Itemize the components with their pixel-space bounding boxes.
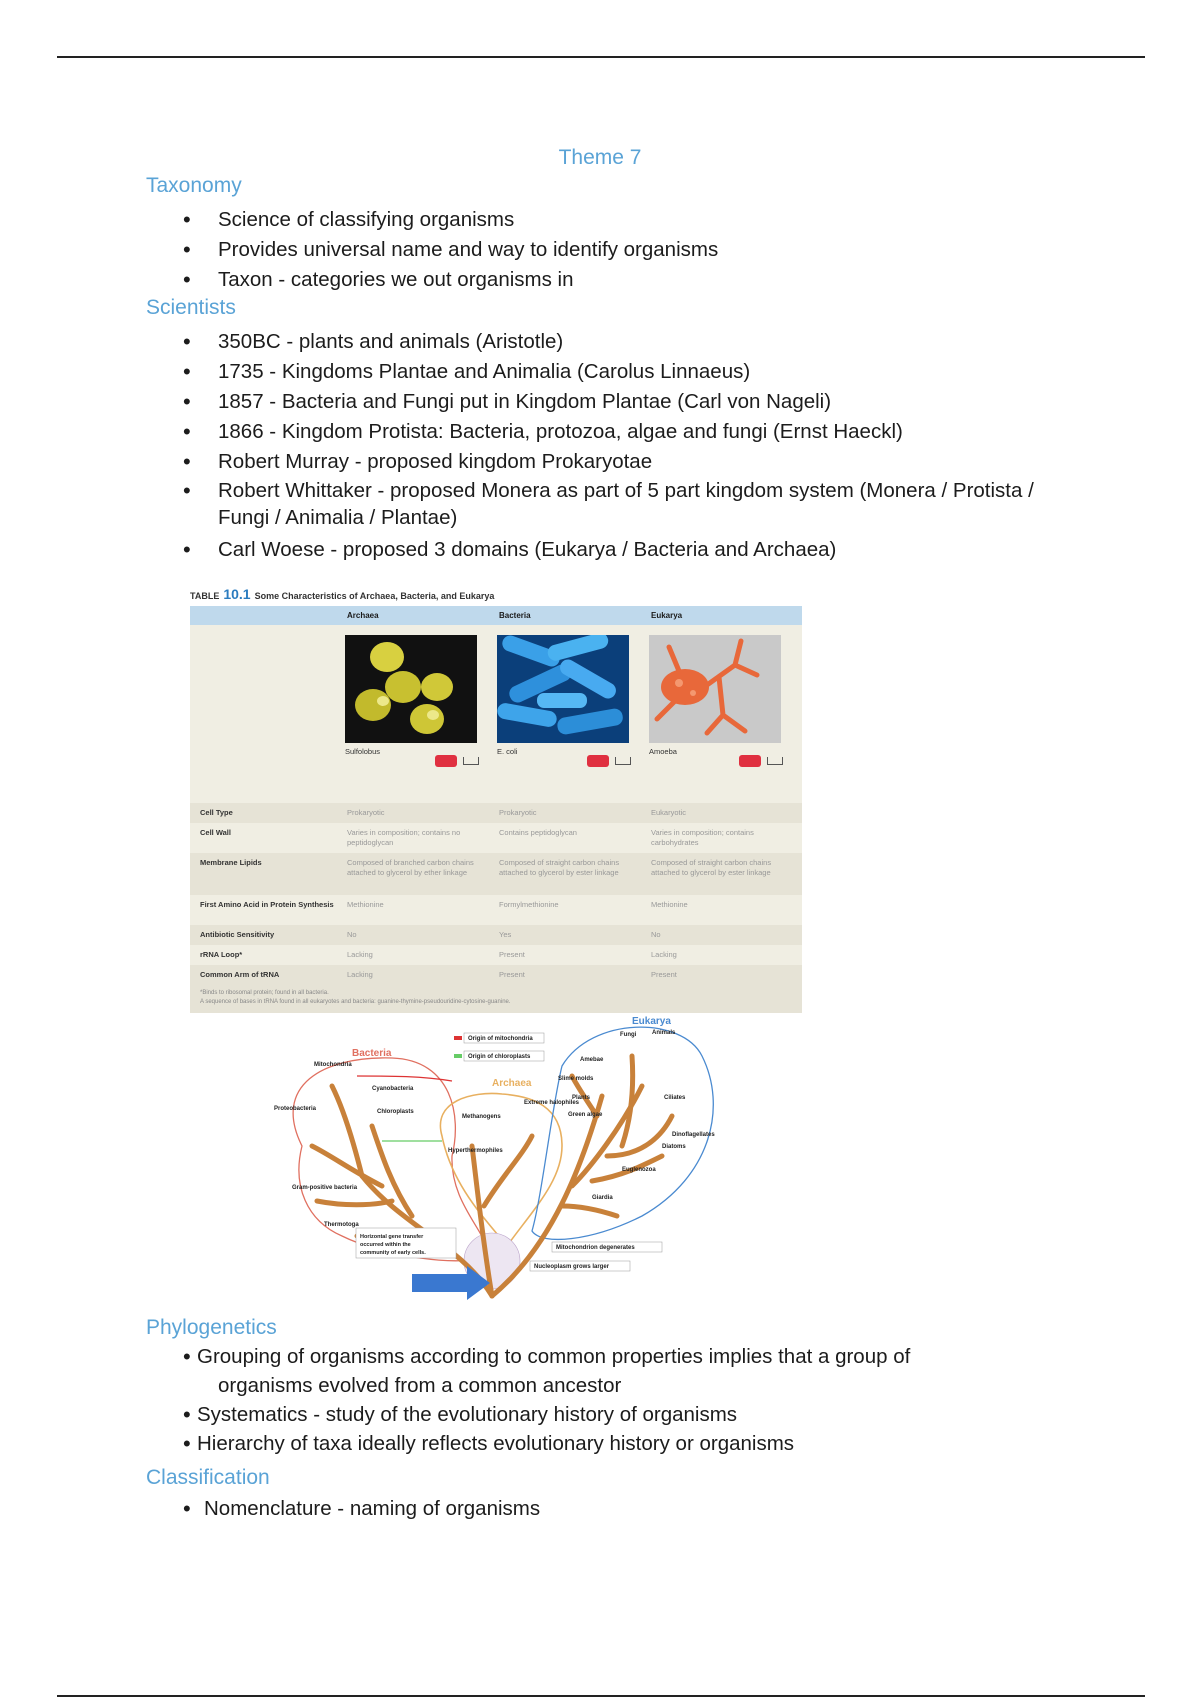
phylogenetics-list: [183, 1342, 1063, 1458]
table-title: Some Characteristics of Archaea, Bacteria, and Eukarya: [254, 591, 495, 601]
list-item: • 350BC - plants and animals (Aristotle): [183, 327, 1063, 357]
legend-label: Origin of mitochondria: [468, 1036, 533, 1042]
table-cell: Varies in composition; contains carbohydrates: [651, 828, 754, 847]
species-label: Amoeba: [649, 747, 677, 756]
scale-bar: [615, 757, 631, 765]
note-nucleoplasm: Nucleoplasm grows larger: [534, 1264, 610, 1270]
tree-label: Proteobacteria: [274, 1106, 317, 1112]
table-row: [190, 895, 802, 925]
tree-label: Ciliates: [664, 1095, 686, 1101]
classification-list: [183, 1494, 540, 1524]
list-item: • 1857 - Bacteria and Fungi put in Kingdom Plantae (Carl von Nageli): [183, 387, 1063, 417]
scientists-heading: Scientists: [146, 296, 236, 319]
list-item: • Taxon - categories we out organisms in: [183, 265, 718, 295]
row-label: Cell Wall: [200, 828, 231, 837]
table-cell: Eukaryotic: [651, 808, 687, 817]
tree-label: Diatoms: [662, 1144, 686, 1150]
table-cell: Composed of straight carbon chains attached to glycerol by ester linkage: [651, 858, 772, 877]
species-label: E. coli: [497, 747, 518, 756]
tree-label: Cyanobacteria: [372, 1086, 414, 1092]
list-item: [183, 1429, 1063, 1458]
table-cell: Composed of straight carbon chains attached to glycerol by ester linkage: [499, 858, 620, 877]
scientists-list: [183, 327, 1063, 565]
table-cell: Lacking: [651, 950, 677, 959]
table-caption: [190, 584, 802, 606]
table-cell: Methionine: [347, 900, 384, 909]
tree-label: Gram-positive bacteria: [292, 1185, 358, 1191]
footnote: *Binds to ribosomal protein; found in all bacteria.: [200, 990, 329, 996]
list-item: • Provides universal name and way to identify organisms: [183, 235, 718, 265]
table-row: [190, 965, 802, 985]
tree-label: Mitochondria: [314, 1062, 352, 1068]
sem-badge: [587, 755, 609, 767]
table-cell: Present: [499, 950, 525, 959]
tree-label: Plants: [572, 1095, 591, 1101]
legend-swatch-chloroplasts: [454, 1054, 462, 1058]
list-item-text: organisms evolved from a common ancestor: [218, 1374, 622, 1397]
bacteria-cell: [497, 635, 649, 803]
sem-badge: [435, 755, 457, 767]
tree-label: Extreme halophiles: [524, 1100, 580, 1106]
phylogenetics-heading: Phylogenetics: [146, 1316, 277, 1339]
species-label: Sulfolobus: [345, 747, 381, 756]
top-rule: [57, 56, 1145, 58]
domain-label: Eukarya: [632, 1016, 671, 1027]
three-domain-tree-figure: [262, 1006, 762, 1314]
column-header: Bacteria: [499, 611, 531, 620]
note-horizontal-gene-transfer: Horizontal gene transfer occurred within the community of early cells.: [360, 1234, 426, 1256]
ecoli-micrograph: [497, 635, 629, 743]
tree-diagram: [262, 1006, 762, 1314]
table-body: [190, 625, 802, 1013]
eukarya-cell: [649, 635, 801, 803]
table-row: [190, 925, 802, 945]
legend-label: Origin of chloroplasts: [468, 1054, 531, 1060]
table-cell: Composed of branched carbon chains attached to glycerol by ether linkage: [347, 858, 474, 877]
taxonomy-list: [183, 205, 718, 295]
table-cell: Lacking: [347, 970, 373, 979]
list-item: [183, 1342, 1063, 1400]
table-row: [190, 823, 802, 853]
row-label: Cell Type: [200, 808, 233, 817]
list-item: • 1866 - Kingdom Protista: Bacteria, protozoa, algae and fungi (Ernst Haeckl): [183, 417, 1063, 447]
row-label: Common Arm of tRNA: [200, 970, 280, 979]
list-item-text: Grouping of organisms according to common properties implies that a group of: [197, 1345, 911, 1368]
tree-label: Animals: [652, 1030, 676, 1036]
tree-label: Slime molds: [558, 1076, 594, 1082]
table-cell: Lacking: [347, 950, 373, 959]
row-label: Membrane Lipids: [200, 858, 262, 867]
tree-label: Thermotoga: [324, 1222, 359, 1228]
taxonomy-heading: Taxonomy: [146, 174, 242, 197]
scale-bar: [767, 757, 783, 765]
table-row: [190, 853, 802, 895]
tree-label: Euglenozoa: [622, 1167, 656, 1173]
table-row: [190, 803, 802, 823]
table-cell: Contains peptidoglycan: [499, 828, 577, 837]
tree-label: Green algae: [568, 1112, 603, 1118]
domain-label: Bacteria: [352, 1048, 392, 1059]
tree-label: Fungi: [620, 1032, 637, 1038]
column-header: Archaea: [347, 611, 379, 620]
table-cell: Varies in composition; contains no peptidoglycan: [347, 828, 461, 847]
list-item: • Robert Murray - proposed kingdom Prokaryotae: [183, 447, 1063, 477]
tree-label: Amebae: [580, 1057, 604, 1063]
row-label: First Amino Acid in Protein Synthesis: [200, 900, 334, 909]
list-item: • Nomenclature - naming of organisms: [183, 1494, 540, 1524]
table-number: 10.1: [223, 586, 251, 602]
classification-heading: Classification: [146, 1466, 270, 1489]
table-cell: No: [347, 930, 357, 939]
tree-label: Giardia: [592, 1195, 613, 1201]
table-cell: Prokaryotic: [347, 808, 385, 817]
footnote: A sequence of bases in tRNA found in all eukaryotes and bacteria: guanine-thymine-pseudouridine-cytosine-guanine.: [200, 999, 511, 1005]
tree-label: Hyperthermophiles: [448, 1148, 503, 1154]
micrograph-row: [190, 625, 802, 803]
domain-label: Archaea: [492, 1078, 532, 1089]
table-cell: Present: [651, 970, 677, 979]
bottom-rule: [57, 1695, 1145, 1697]
table-cell: Formylmethionine: [499, 900, 559, 909]
table-cell: No: [651, 930, 661, 939]
list-item: • Science of classifying organisms: [183, 205, 718, 235]
column-header: Eukarya: [651, 611, 683, 620]
sulfolobus-micrograph: [345, 635, 477, 743]
tree-label: Dinoflagellates: [672, 1132, 715, 1138]
list-item: [183, 1400, 1063, 1429]
amoeba-micrograph: [649, 635, 781, 743]
table-header-row: [190, 606, 802, 625]
row-label: rRNA Loop*: [200, 950, 243, 959]
table-cell: Prokaryotic: [499, 808, 537, 817]
table-row: [190, 945, 802, 965]
row-label: Antibiotic Sensitivity: [200, 930, 275, 939]
list-item: • Carl Woese - proposed 3 domains (Eukarya / Bacteria and Archaea): [183, 535, 1063, 565]
table-cell: Yes: [499, 930, 512, 939]
list-item-text: Systematics - study of the evolutionary history of organisms: [197, 1403, 738, 1426]
tree-label: Methanogens: [462, 1114, 501, 1120]
table-cell: Methionine: [651, 900, 688, 909]
list-item: • Robert Whittaker - proposed Monera as part of 5 part kingdom system (Monera / Protista / Fungi / Animalia / Plantae): [183, 477, 1063, 535]
table-cell: Present: [499, 970, 525, 979]
note-mitochondrion: Mitochondrion degenerates: [556, 1245, 635, 1251]
sem-badge: [739, 755, 761, 767]
table-label: TABLE: [190, 591, 220, 601]
archaea-cell: [345, 635, 497, 803]
scale-bar: [463, 757, 479, 765]
list-item-text: Hierarchy of taxa ideally reflects evolutionary history or organisms: [197, 1432, 795, 1455]
characteristics-table-figure: [190, 584, 802, 1005]
list-item: • 1735 - Kingdoms Plantae and Animalia (Carolus Linnaeus): [183, 357, 1063, 387]
tree-label: Chloroplasts: [377, 1109, 414, 1115]
page-title: Theme 7: [558, 146, 642, 169]
legend-swatch-mitochondria: [454, 1036, 462, 1040]
